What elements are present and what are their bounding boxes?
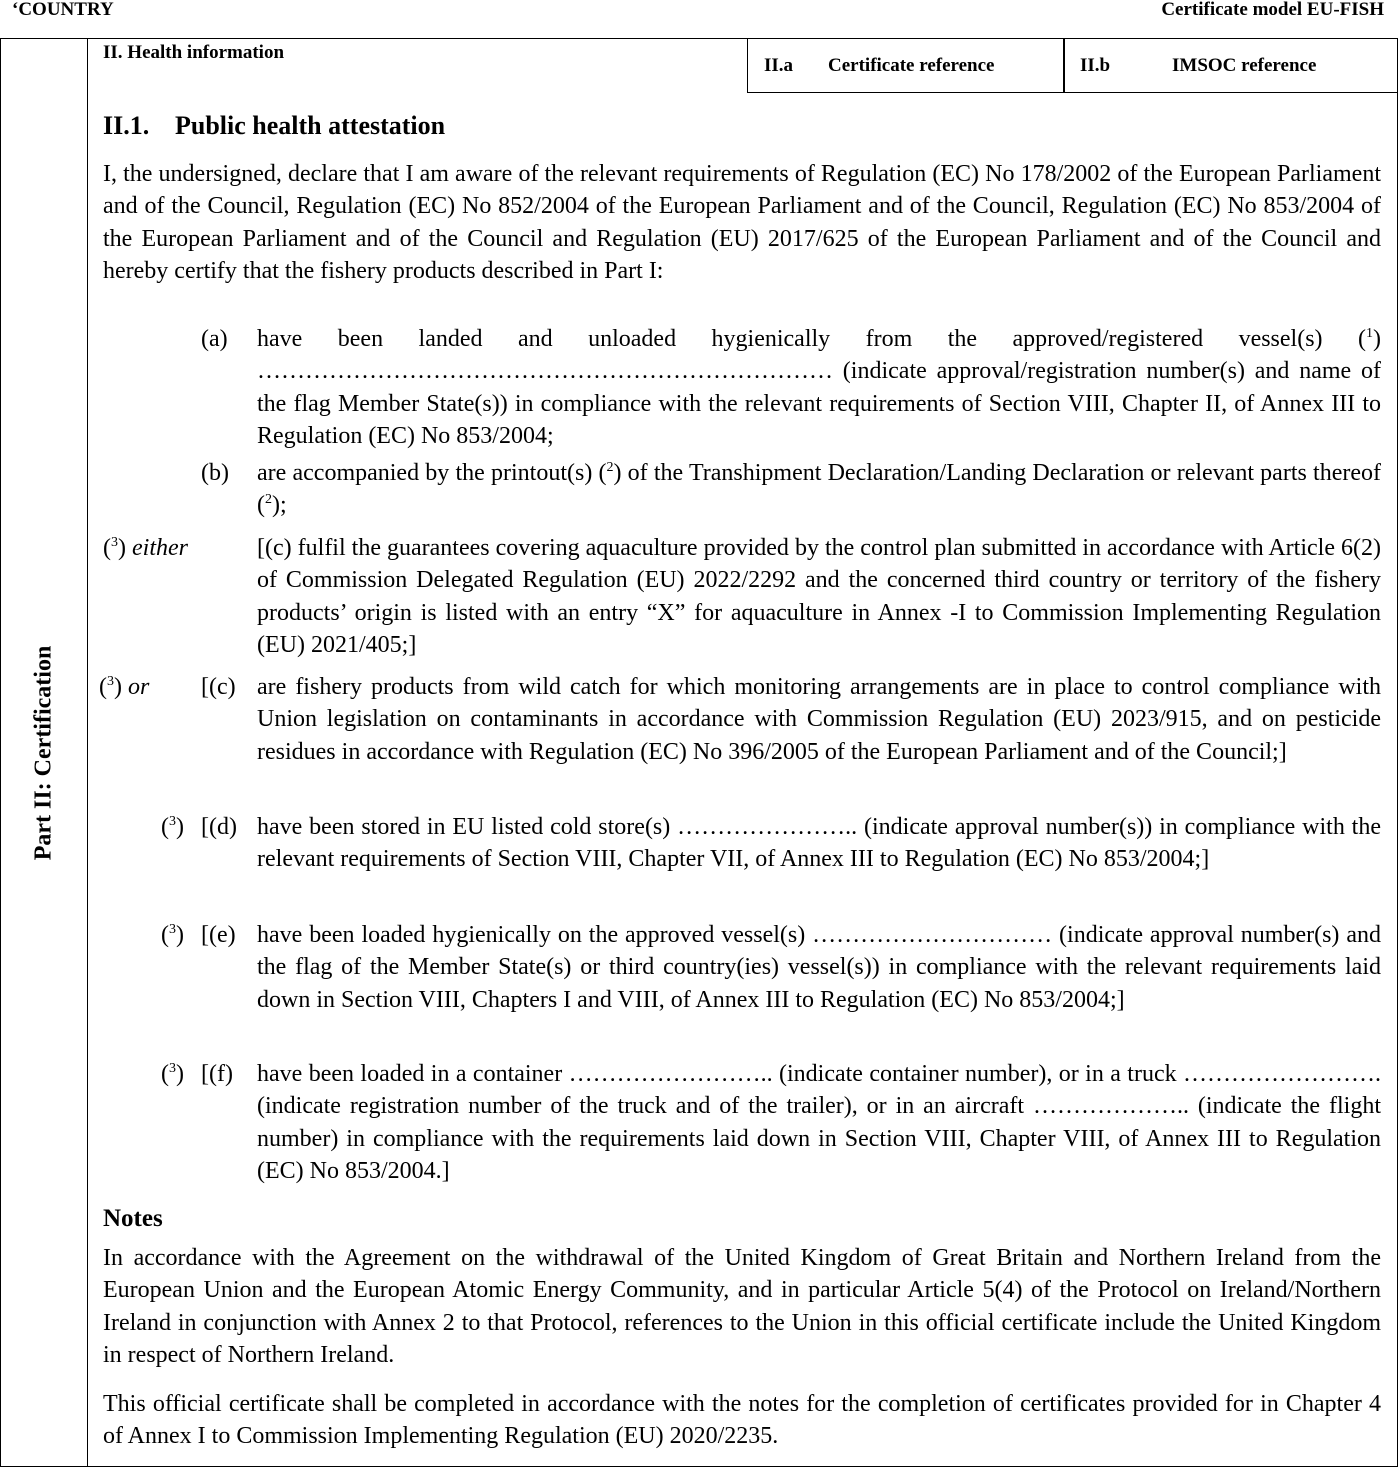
certificate-reference-box (747, 38, 1065, 93)
ref-b-code: II.b (1080, 55, 1111, 76)
certificate-frame (0, 38, 1398, 1467)
clause-d-text: have been stored in EU listed cold store(s) ………………….. (indicate approval number(s)) in compliance with the relevant requirements of Section VIII, Chapter VII, of Annex III to Regulation (EC) No 853/2004;] (257, 814, 1381, 873)
note-paragraph-2: This official certificate shall be completed in accordance with the notes for the completion of certificates provided for in Chapter 4 of Annex I to Commission Implementing Regulation (EU) 2020/2235. (103, 1391, 1381, 1450)
clause-a-label: (a) (201, 326, 228, 352)
clause-f-prefix: ($^3$) (161, 1061, 184, 1087)
attestation-intro: I, the undersigned, declare that I am aware of the relevant requirements of Regulation (EC) No 178/2002 of the European Parliament and of the Council, Regulation (EC) No 852/2004 of the European Parliament and of the Council, Regulation (EC) No 853/2004 of the European Parliament and of the Council and Regulation (EU) 2017/625 of the European Parliament and of the Council and hereby certify that the fishery products described in Part I: (103, 161, 1381, 284)
clause-e-text: have been loaded hygienically on the approved vessel(s) ………………………… (indicate approval number(s) and the flag of the Member State(s) or third country(ies) vessel(s)) in compliance with the relevant requirements laid down in Section VIII, Chapters I and VIII, of Annex III to Regulation (EC) No 853/2004;] (257, 922, 1381, 1013)
clause-c-or-text: are fishery products from wild catch for which monitoring arrangements are in place to control compliance with Union legislation on contaminants in accordance with Commission Regulation (EU) 2023/915, and on pesticide residues in accordance with Regulation (EC) No 396/2005 of the European Parliament and of the Council;] (257, 674, 1381, 765)
header-country: ‘COUNTRY (12, 0, 114, 20)
notes-heading: Notes (103, 1205, 163, 1232)
clause-f-text: have been loaded in a container …………………….. (indicate container number), or in a truck ……………………. (indicate registration number of the truck and of the trailer), or in an aircraft ……………….. (indicate the flight number) in compliance with the requirements laid down in Section VIII, Chapter VIII, of Annex III to Regulation (EC) No 853/2004.] (257, 1061, 1381, 1184)
note-paragraph-1: In accordance with the Agreement on the withdrawal of the United Kingdom of Great Britain and Northern Ireland from the European Union and the European Atomic Energy Community, and in particular Article 5(4) of the Protocol on Ireland/Northern Ireland in conjunction with Annex 2 to that Protocol, references to the Union in this official certificate include the United Kingdom in respect of Northern Ireland. (103, 1245, 1381, 1368)
clause-e-prefix: ($^3$) (161, 922, 184, 948)
clause-c-either-prefix: ($^3$) either (103, 535, 188, 561)
ref-b-label: IMSOC reference (1172, 55, 1317, 76)
clause-c-either-text: [(c) fulfil the guarantees covering aquaculture provided by the control plan submitted in accordance with Article 6(2) of Commission Delegated Regulation (EU) 2022/2292 and the concerned third country or territory of the fishery products’ origin is listed with an entry “X” for aquaculture in Annex -I to Commission Implementing Regulation (EU) 2021/405;] (257, 535, 1381, 658)
ref-a-label: Certificate reference (828, 55, 995, 76)
clause-b-label: (b) (201, 460, 229, 486)
attestation-title: Public health attestation (175, 111, 446, 140)
clause-b-text: are accompanied by the printout(s) ($^2$) of the Transhipment Declaration/Landing Declaration or relevant parts thereof ($^2$); (257, 460, 1381, 519)
attestation-number: II.1. (103, 111, 150, 140)
clause-d-label: [(d) (201, 814, 237, 840)
section-title: II. Health information (103, 42, 285, 63)
clause-a-text: have been landed and unloaded hygienically from the approved/registered vessel(s) ($^1$) ……………………………………………………………… (indicate approval/registration number(s) and name of the flag Member State(s)) in compliance with the relevant requirements of Section VIII, Chapter II, of Annex III to Regulation (EC) No 853/2004; (257, 326, 1381, 449)
clause-e-label: [(e) (201, 922, 236, 948)
attestation-heading (103, 111, 445, 141)
part-label: Part II: Certification (30, 645, 57, 861)
side-column (1, 39, 88, 1466)
clause-c-or-prefix: ($^3$) or (99, 674, 150, 700)
clause-d-prefix: ($^3$) (161, 814, 184, 840)
imsoc-reference-box (1063, 38, 1398, 93)
ref-a-code: II.a (764, 55, 794, 76)
clause-f-label: [(f) (201, 1061, 233, 1087)
header-certificate-model: Certificate model EU-FISH (1161, 0, 1384, 20)
clause-c-or-label: [(c) (201, 674, 236, 700)
